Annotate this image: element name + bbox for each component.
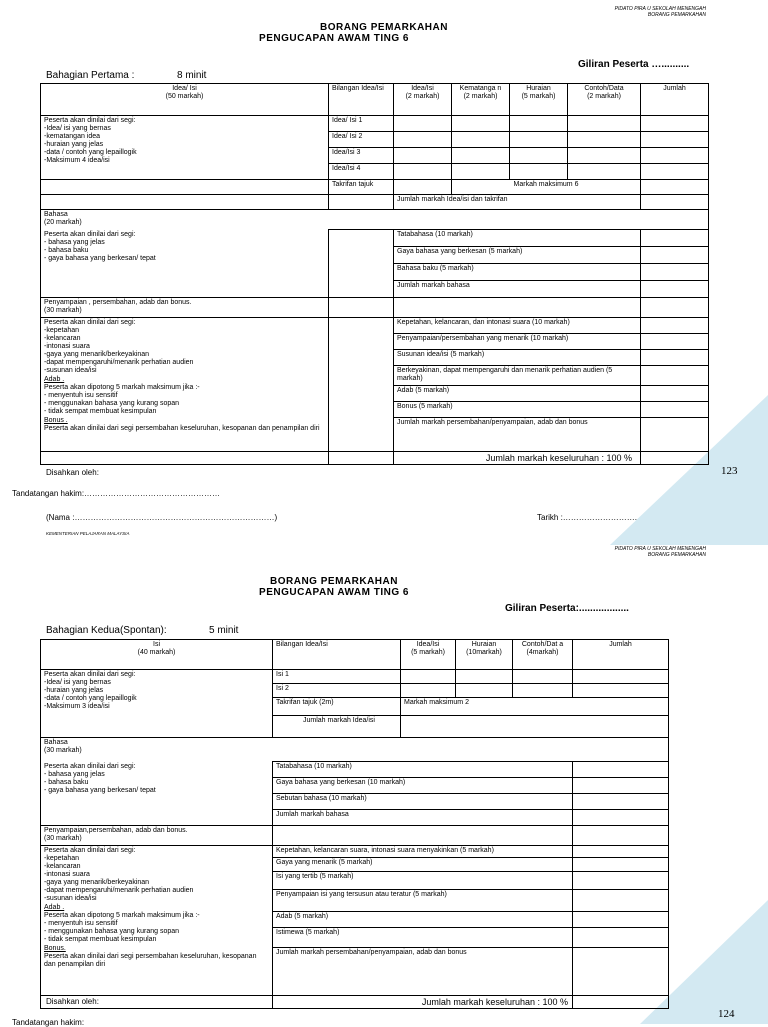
takrifan-label: Takrifan tajuk (2m)	[273, 698, 401, 716]
page1-scoring-table	[40, 83, 709, 465]
bahasa-item: Gaya bahasa yang berkesan (10 markah)	[273, 778, 573, 794]
header-contoh: Contoh/Data (2 markah)	[568, 84, 641, 116]
score-cell[interactable]	[641, 402, 709, 418]
score-cell[interactable]	[641, 366, 709, 386]
penyampaian-item: Kepetahan, kelancaran, dan intonasi suara (10 markah)	[394, 318, 641, 334]
page2-bahagian: Bahagian Kedua(Spontan):	[46, 625, 167, 636]
header-jumlah: Jumlah	[641, 84, 709, 116]
bahasa-criteria: Peserta akan dinilai dari segi: - bahasa yang jelas - bahasa baku - gaya bahasa yang berkesan/ tepat	[41, 230, 329, 298]
header-contoh: Contoh/Dat a (4markah)	[513, 640, 573, 670]
score-cell[interactable]	[573, 794, 669, 810]
score-cell[interactable]	[641, 281, 709, 298]
isi-row-label: Idea/ Isi 2	[329, 132, 394, 148]
page2-subtitle: PENGUCAPAN AWAM TING 6	[259, 587, 409, 598]
bahasa-item: Bahasa baku (5 markah)	[394, 264, 641, 281]
score-cell[interactable]	[641, 148, 709, 164]
score-cell[interactable]	[573, 670, 669, 684]
page2-disahkan: Disahkan oleh:	[46, 997, 99, 1006]
score-cell[interactable]	[456, 670, 513, 684]
bonus-heading: Bonus.	[44, 945, 66, 952]
score-cell[interactable]	[573, 810, 669, 826]
page2-number: 124	[718, 1008, 735, 1020]
score-cell[interactable]	[573, 778, 669, 794]
page2-header-right: PIDATO PIRA U SEKOLAH MENENGAH BORANG PEMARKAHAN	[614, 546, 706, 558]
score-cell[interactable]	[641, 334, 709, 350]
score-cell[interactable]	[401, 670, 456, 684]
isi-criteria: Peserta akan dinilai dari segi: -Idea/ isi yang bernas -huraian yang jelas -data / contoh yang lepaillogik -Maksimum 3 idea/isi	[41, 670, 273, 738]
score-cell[interactable]	[510, 164, 568, 180]
page2-duration: 5 minit	[209, 625, 239, 636]
page1-nama: (Nama :…………………………………………………………………)	[46, 513, 278, 522]
markah-maksimum: Markah maksimum 6	[452, 180, 641, 195]
empty-cell	[273, 826, 573, 846]
score-cell[interactable]	[452, 164, 510, 180]
isi-row-label: Isi 1	[273, 670, 401, 684]
page1-number: 123	[721, 465, 738, 477]
bahasa-item: Jumlah markah bahasa	[273, 810, 573, 826]
header-isi: Isi (40 markah)	[41, 640, 273, 670]
score-cell[interactable]	[573, 890, 669, 912]
isi-row-label: Isi 2	[273, 684, 401, 698]
penyampaian-item: Gaya yang menarik (5 markah)	[273, 858, 573, 872]
score-cell[interactable]	[641, 264, 709, 281]
empty-cell	[329, 230, 394, 298]
page1-footer: KEMENTERIAN PELAJARAN MALAYSIA	[46, 531, 130, 536]
score-cell[interactable]	[394, 148, 452, 164]
header-bilangan: Bilangan Idea/Isi	[329, 84, 394, 116]
score-cell[interactable]	[641, 180, 709, 195]
bahasa-item: Gaya bahasa yang berkesan (5 markah)	[394, 247, 641, 264]
penyampaian-section-title: Penyampaian , persembahan, adab dan bonus. (30 markah)	[41, 298, 329, 318]
score-cell[interactable]	[513, 670, 573, 684]
bonus-heading: Bonus .	[44, 417, 68, 424]
bahasa-item: Tatabahasa (10 markah)	[273, 762, 573, 778]
header-huraian: Huraian (10markah)	[456, 640, 513, 670]
page2-giliran-peserta: Giliran Peserta:..................	[505, 603, 629, 614]
page1-bahagian: Bahagian Pertama :	[46, 70, 135, 81]
page2-tandatangan: Tandatangan hakim:	[12, 1018, 85, 1027]
penyampaian-criteria: Peserta akan dinilai dari segi: -kepetahan -kelancaran -intonasi suara -gaya yang menarik/berkeyakinan -dapat mempengaruhi/menarik perhatian audien -susunan idea/isi Adab . Peserta akan dipotong 5 markah maksimum jika :- - menyentuh isu sensitif - menggunakan bahasa yang kurang sopan - tidak sempat membuat kesimpulan Bonus. Peserta akan dinilai dari segi persembahan keseluruhan, kesopanan dan penampilan diri	[41, 846, 273, 996]
penyampaian-item: Penyampaian isi yang tersusun atau teratur (5 markah)	[273, 890, 573, 912]
score-cell[interactable]	[641, 132, 709, 148]
page1-header-right: PIDATO PIRA U SEKOLAH MENENGAH BORANG PEMARKAHAN	[614, 6, 706, 18]
header-ideaisi: Idea/Isi (5 markah)	[401, 640, 456, 670]
adab-heading: Adab .	[44, 376, 65, 383]
jumlah-idea-label: Jumlah markah Idea/isi	[273, 716, 401, 738]
score-cell[interactable]	[573, 928, 669, 948]
score-cell[interactable]	[401, 716, 669, 738]
isi-row-label: Idea/Isi 4	[329, 164, 394, 180]
page2-title: BORANG PEMARKAHAN	[270, 576, 398, 587]
score-cell[interactable]	[573, 858, 669, 872]
page1-tandatangan: Tandatangan hakim:……………………………………………	[12, 489, 221, 498]
score-cell[interactable]	[394, 116, 452, 132]
score-cell[interactable]	[452, 148, 510, 164]
score-cell[interactable]	[641, 452, 709, 465]
score-cell[interactable]	[568, 164, 641, 180]
header-huraian: Huraian (5 markah)	[510, 84, 568, 116]
score-cell[interactable]	[513, 684, 573, 698]
penyampaian-item: Jumlah markah persembahan/penyampaian, adab dan bonus	[273, 948, 573, 996]
score-cell[interactable]	[452, 116, 510, 132]
jumlah-keseluruhan: Jumlah markah keseluruhan : 100 %	[273, 996, 573, 1009]
score-cell[interactable]	[394, 164, 452, 180]
bahasa-item: Jumlah markah bahasa	[394, 281, 641, 298]
jumlah-keseluruhan: Jumlah markah keseluruhan : 100 %	[394, 452, 641, 465]
empty-cell	[394, 298, 641, 318]
penyampaian-item: Istimewa (5 markah)	[273, 928, 573, 948]
score-cell[interactable]	[568, 116, 641, 132]
bahasa-item: Tatabahasa (10 markah)	[394, 230, 641, 247]
penyampaian-item: Bonus (5 markah)	[394, 402, 641, 418]
empty-cell	[41, 195, 329, 210]
empty-cell	[329, 195, 394, 210]
score-cell[interactable]	[573, 996, 669, 1009]
score-cell[interactable]	[573, 846, 669, 858]
header-kematangan: Kematanga n (2 markah)	[452, 84, 510, 116]
score-cell[interactable]	[641, 164, 709, 180]
score-cell[interactable]	[641, 350, 709, 366]
markah-maksimum: Markah maksimum 2	[401, 698, 669, 716]
score-cell[interactable]	[510, 116, 568, 132]
page1-duration: 8 minit	[177, 70, 207, 81]
page2-scoring-table	[40, 639, 669, 1009]
empty-cell	[41, 452, 329, 465]
score-cell[interactable]	[401, 684, 456, 698]
score-cell[interactable]	[573, 912, 669, 928]
penyampaian-item: Jumlah markah persembahan/penyampaian, adab dan bonus	[394, 418, 641, 452]
penyampaian-item: Kepetahan, kelancaran suara, intonasi suara menyakinkan (5 markah)	[273, 846, 573, 858]
score-cell[interactable]	[452, 132, 510, 148]
score-cell[interactable]	[641, 116, 709, 132]
score-cell[interactable]	[510, 132, 568, 148]
penyampaian-item: Penyampaian/persembahan yang menarik (10 markah)	[394, 334, 641, 350]
score-cell[interactable]	[573, 684, 669, 698]
bahasa-section-title: Bahasa (20 markah)	[41, 210, 709, 230]
jumlah-idea-label: Jumlah markah Idea/isi dan takrifan	[394, 195, 641, 210]
page1-title: BORANG PEMARKAHAN	[320, 22, 448, 33]
page1-giliran-peserta: Giliran Peserta …..........	[578, 59, 690, 70]
penyampaian-item: Adab (5 markah)	[273, 912, 573, 928]
score-cell[interactable]	[510, 148, 568, 164]
penyampaian-criteria: Peserta akan dinilai dari segi: -kepetahan -kelancaran -intonasi suara -gaya yang menarik/berkeyakinan -dapat mempengaruhi/menarik perhatian audien -susunan idea/isi Adab . Peserta akan dipotong 5 markah maksimum jika :- - menyentuh isu sensitif - menggunakan bahasa yang kurang sopan - tidak sempat membuat kesimpulan Bonus . Peserta akan dinilai dari segi persembahan keseluruhan, kesopanan dan penampilan diri	[41, 318, 329, 452]
score-cell[interactable]	[573, 872, 669, 890]
header-isi: Idea/ Isi (50 markah)	[41, 84, 329, 116]
bahasa-item: Sebutan bahasa (10 markah)	[273, 794, 573, 810]
adab-heading: Adab .	[44, 904, 65, 911]
empty-cell	[329, 298, 394, 318]
penyampaian-item: Adab (5 markah)	[394, 386, 641, 402]
empty-cell	[641, 298, 709, 318]
score-cell[interactable]	[573, 948, 669, 996]
isi-row-label: Idea/Isi 3	[329, 148, 394, 164]
score-cell[interactable]	[394, 180, 452, 195]
empty-cell	[41, 180, 329, 195]
bahasa-section-title: Bahasa (30 markah)	[41, 738, 669, 762]
score-cell[interactable]	[394, 132, 452, 148]
header-ideaisi: Idea/Isi (2 markah)	[394, 84, 452, 116]
score-cell[interactable]	[568, 148, 641, 164]
penyampaian-item: Susunan idea/isi (5 markah)	[394, 350, 641, 366]
header-jumlah: Jumlah	[573, 640, 669, 670]
score-cell[interactable]	[641, 247, 709, 264]
empty-cell	[573, 826, 669, 846]
takrifan-label: Takrifan tajuk	[329, 180, 394, 195]
empty-cell	[329, 452, 394, 465]
isi-row-label: Idea/ Isi 1	[329, 116, 394, 132]
isi-criteria: Peserta akan dinilai dari segi: -Idea/ isi yang bernas -kematangan idea -huraian yang jelas -data / contoh yang lepaillogik -Maksimum 4 idea/isi	[41, 116, 329, 180]
score-cell[interactable]	[568, 132, 641, 148]
score-cell[interactable]	[456, 684, 513, 698]
score-cell[interactable]	[641, 386, 709, 402]
empty-cell	[329, 318, 394, 452]
page1-tarikh: Tarikh :……………………….	[537, 513, 638, 522]
score-cell[interactable]	[641, 318, 709, 334]
page1-subtitle: PENGUCAPAN AWAM TING 6	[259, 33, 409, 44]
score-cell[interactable]	[641, 195, 709, 210]
header-bilangan: Bilangan Idea/Isi	[273, 640, 401, 670]
bahasa-criteria: Peserta akan dinilai dari segi: - bahasa yang jelas - bahasa baku - gaya bahasa yang berkesan/ tepat	[41, 762, 273, 826]
score-cell[interactable]	[641, 230, 709, 247]
score-cell[interactable]	[573, 762, 669, 778]
penyampaian-item: Berkeyakinan, dapat mempengaruhi dan menarik perhatian audien (5 markah)	[394, 366, 641, 386]
page1-disahkan: Disahkan oleh:	[46, 468, 99, 477]
penyampaian-item: Isi yang tertib (5 markah)	[273, 872, 573, 890]
score-cell[interactable]	[641, 418, 709, 452]
penyampaian-section-title: Penyampaian,persembahan, adab dan bonus. (30 markah)	[41, 826, 273, 846]
